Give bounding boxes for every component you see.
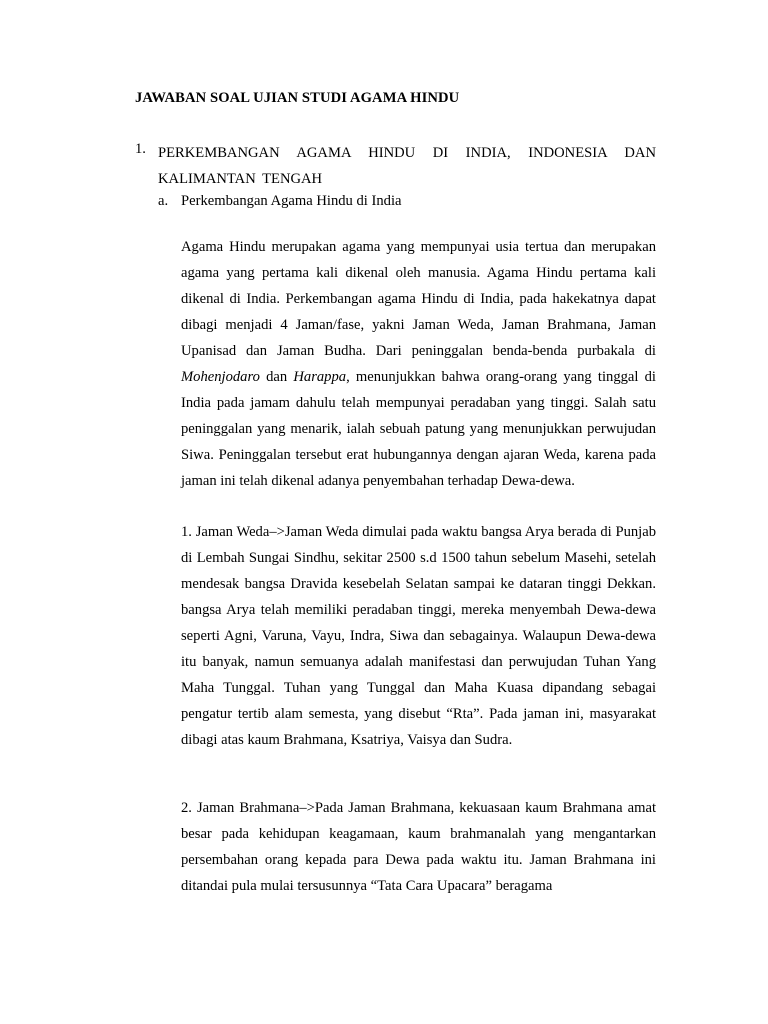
paragraph-jaman-brahmana: 2. Jaman Brahmana–>Pada Jaman Brahmana, kekuasaan kaum Brahmana amat besar pada kehidupan keagamaan, kaum brahmanalah yang mengantarkan persembahan orang kepada para Dewa pada waktu itu. Jaman Brahmana ini ditandai pula mulai tersusunnya “Tata Cara Upacara” beragama xyxy=(181,800,656,894)
paragraph-intro xyxy=(181,234,656,494)
subsection-heading: Perkembangan Agama Hindu di India xyxy=(181,193,402,209)
paragraph-jaman-weda: 1. Jaman Weda–>Jaman Weda dimulai pada waktu bangsa Arya berada di Punjab di Lembah Sungai Sindhu, sekitar 2500 s.d 1500 tahun sebelum Masehi, setelah mendesak bangsa Dravida kesebelah Selatan sampai ke dataran tinggi Dekkan. bangsa Arya telah memiliki peradaban tinggi, mereka menyembah Dewa-dewa seperti Agni, Varuna, Vayu, Indra, Siwa dan sebagainya. Walaupun Dewa-dewa itu banyak, namun semuanya adalah manifestasi dan perwujudan Tuhan Yang Maha Tunggal. Tuhan yang Tunggal dan Maha Kuasa dipandang sebagai pengatur tertib alam semesta, yang disebut “Rta”. Pada jaman ini, masyarakat dibagi atas kaum Brahmana, Ksatriya, Vaisya dan Sudra. xyxy=(181,524,656,748)
place-name-mohenjodaro: Mohenjodaro xyxy=(181,369,260,385)
section-heading: PERKEMBANGAN AGAMA HINDU DI INDIA, INDONESIA DAN KALIMANTAN TENGAH xyxy=(158,145,656,187)
paragraph-intro-text-3: , menunjukkan bahwa orang-orang yang tinggal di India pada jamam dahulu telah mempunyai peradaban yang tinggi. Salah satu peninggalan yang menarik, ialah sebuah patung yang menunjukkan perwujudan Siwa. Peninggalan tersebut erat hubungannya dengan ajaran Weda, karena pada jaman ini telah dikenal adanya penyembahan terhadap Dewa-dewa. xyxy=(181,369,656,489)
paragraph-intro-text-2: dan xyxy=(259,369,294,385)
paragraph-intro-text-1: Agama Hindu merupakan agama yang mempunyai usia tertua dan merupakan agama yang pertama kali dikenal oleh manusia. Agama Hindu pertama kali dikenal di India. Perkembangan agama Hindu di India, pada hakekatnya dapat dibagi menjadi 4 Jaman/fase, yakni Jaman Weda, Jaman Brahmana, Jaman Upanisad dan Jaman Budha. Dari peninggalan benda-benda purbakala di xyxy=(181,239,656,359)
document-title: JAWABAN SOAL UJIAN STUDI AGAMA HINDU xyxy=(135,90,460,106)
subsection-letter: a. xyxy=(158,193,169,209)
place-name-harappa: Harappa xyxy=(293,369,347,385)
section-number: 1. xyxy=(135,141,146,157)
